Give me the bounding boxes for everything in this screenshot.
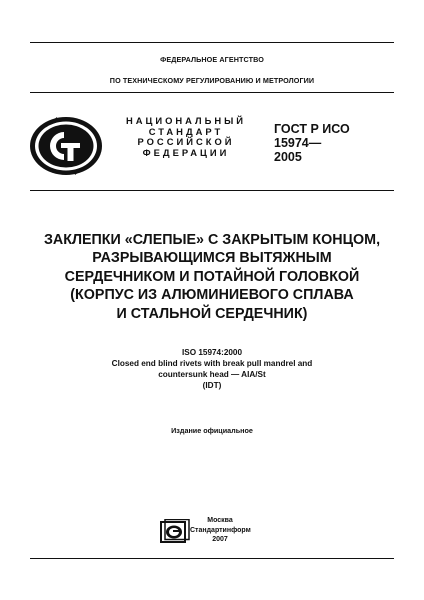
title-line: ЗАКЛЕПКИ «СЛЕПЫЕ» С ЗАКРЫТЫМ КОНЦОМ, [43, 232, 381, 248]
publication-year: 2007 [212, 536, 228, 543]
national-standard-label [118, 116, 254, 158]
bottom-rule [30, 558, 394, 559]
header-rule [30, 92, 394, 93]
agency-line-1: ФЕДЕРАЛЬНОЕ АГЕНТСТВО [160, 55, 264, 64]
english-title-line: Closed end blind rivets with break pull mandrel and [111, 359, 313, 368]
gost-r-certification-mark-icon [28, 115, 104, 177]
standard-block-rule [30, 190, 394, 191]
title-line: РАЗРЫВАЮЩИМСЯ ВЫТЯЖНЫМ [92, 250, 332, 267]
standartinform-logo-icon [160, 519, 190, 545]
edition-label: Издание официальное [171, 426, 253, 435]
publisher-city: Москва [207, 517, 233, 524]
publisher-name: Стандартинформ [190, 526, 251, 534]
national-standard-line: НАЦИОНАЛЬНЫЙ [125, 115, 247, 126]
iso-code: ISO 15974:2000 [181, 348, 243, 357]
iso-reference [22, 347, 402, 391]
agency-line-2: ПО ТЕХНИЧЕСКОМУ РЕГУЛИРОВАНИЮ И МЕТРОЛОГИИ [109, 76, 315, 85]
title-line: И СТАЛЬНОЙ СЕРДЕЧНИК) [116, 305, 308, 322]
standard-designation [274, 122, 350, 164]
national-standard-line: ФЕДЕРАЦИИ [142, 146, 230, 158]
national-standard-line: РОССИЙСКОЙ [137, 136, 235, 148]
publisher-block [190, 516, 250, 545]
designation-line: 2005 [274, 150, 302, 164]
document-title [22, 231, 402, 323]
english-title-line: countersunk head — AIA/St [158, 370, 266, 379]
top-rule [30, 42, 394, 43]
identity-note: (IDT) [202, 381, 222, 390]
national-standard-line: СТАНДАРТ [148, 125, 224, 137]
title-line: (КОРПУС ИЗ АЛЮМИНИЕВОГО СПЛАВА [70, 287, 354, 304]
designation-line: 15974— [274, 136, 322, 150]
designation-line: ГОСТ Р ИСО [274, 122, 350, 136]
title-line: СЕРДЕЧНИКОМ И ПОТАЙНОЙ ГОЛОВКОЙ [64, 268, 360, 285]
